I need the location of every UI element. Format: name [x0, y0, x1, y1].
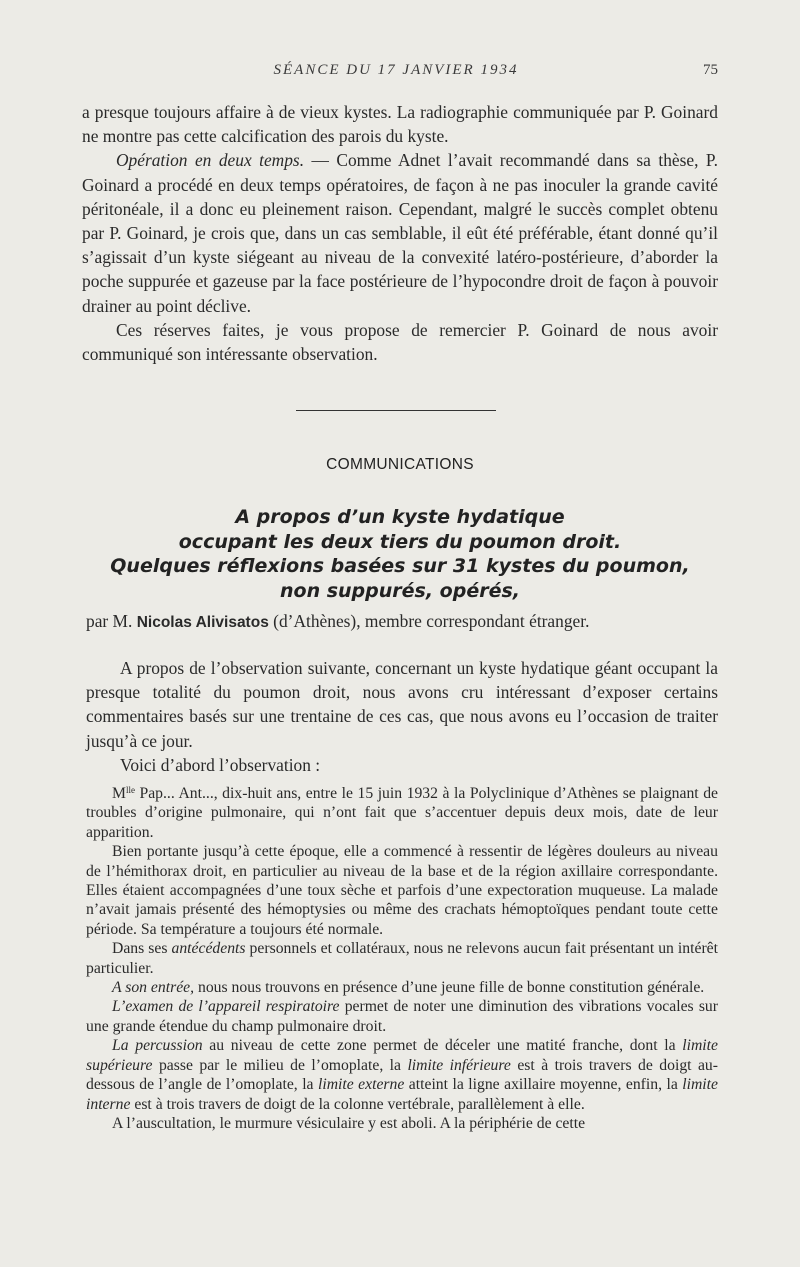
- paragraph-continuation: a presque toujours affaire à de vieux kystes. La radiographie communiquée par P. Goinard ne montre pas cette calcification des parois du kyste.: [82, 102, 718, 147]
- observation-paragraph: A l’auscultation, le murmure vésiculaire y est aboli. A la périphérie de cette: [112, 1114, 586, 1132]
- observation-paragraph: L’examen de l’appareil respiratoire permet de noter une diminution des vibrations vocales sur une grande étendue du champ pulmonaire droit.: [86, 998, 718, 1035]
- observation-paragraph: La percussion au niveau de cette zone permet de déceler une matité franche, dont la limite supérieure passe par le milieu de l’omoplate, la limite inférieure est à trois travers de doigt au-dessous de l’angle de l’omoplate, la limite externe atteint la ligne axillaire moyenne, enfin, la limite interne est à trois travers de doigt de la colonne vertébrale, parallèlement à elle.: [86, 1037, 718, 1113]
- author-affiliation: (d’Athènes), membre correspondant étranger.: [268, 611, 590, 631]
- article-title-line: occupant les deux tiers du poumon droit.: [178, 530, 622, 553]
- paragraph-operation: [82, 148, 718, 317]
- intro-paragraph-observation: Voici d’abord l’observation :: [120, 754, 321, 775]
- section-title: COMMUNICATIONS: [326, 456, 474, 473]
- section-divider: [296, 410, 496, 411]
- article-title-line: Quelques réflexions basées sur 31 kystes du poumon,: [110, 555, 690, 577]
- header-title: SÉANCE DU 17 JANVIER 1934: [273, 62, 519, 78]
- article-title: [0, 505, 800, 603]
- intro-paragraph: A propos de l’observation suivante, concernant un kyste hydatique géant occupant la presque totalité du poumon droit, nous avons cru intéressant d’exposer certains commentaires basés sur une trentaine de ces cas, que nous avons eu l’occasion de traiter jusqu’à ce jour.: [86, 658, 718, 751]
- running-header: [82, 62, 718, 84]
- intro-text-block: [86, 656, 718, 777]
- observation-block: [86, 784, 718, 1133]
- observation-paragraph: Bien portante jusqu’à cette époque, elle a commencé à ressentir de légères douleurs au niveau de l’hémithorax droit, en particulier au niveau de la base et de la région axillaire correspondante. Elles étaient accompagnées d’une toux sèche et parfois d’une expectoration muqueuse. La malade n’avait jamais présenté des hémoptysies ou même des crachats hémoptoïques pendant toute cette période. Sa température a toujours été normale.: [86, 843, 718, 938]
- observation-paragraph: $M^{lle}$ Pap... Ant..., dix-huit ans, entre le 15 juin 1932 à la Polyclinique d’Athènes se plaignant de troubles d’origine pulmonaire, qui n’ont fait que s’accentuer depuis deux mois, date de leur apparition.: [86, 785, 718, 841]
- author-name: Nicolas Alivisatos: [136, 614, 269, 631]
- observation-paragraph: Dans ses antécédents personnels et collatéraux, nous ne relevons aucun fait présentant un intérêt particulier.: [86, 940, 718, 977]
- author-prefix: par M.: [86, 611, 137, 631]
- paragraph-operation-text: — Comme Adnet l’avait recommandé dans sa thèse, P. Goinard a procédé en deux temps opératoires, de façon à ne pas inoculer la grande cavité péritonéale, il a donc eu pleinement raison. Cependant, malgré le succès complet obtenu par P. Goinard, je crois que, dans un cas semblable, il eût été préférable, étant donné qu’il s’agissait d’un kyste siégeant au niveau de la convexité latéro-postérieure, d’aborder la poche suppurée et gazeuse par la face postérieure de l’hypocondre droit de façon à pouvoir drainer au point déclive.: [82, 150, 719, 316]
- observation-paragraph: A son entrée, nous nous trouvons en présence d’une jeune fille de bonne constitution générale.: [112, 979, 705, 997]
- top-text-block: [82, 100, 718, 366]
- page-number: 75: [703, 62, 718, 78]
- article-title-line: non suppurés, opérés,: [279, 579, 520, 602]
- paragraph-operation-heading: Opération en deux temps.: [116, 150, 305, 171]
- paragraph-conclusion: Ces réserves faites, je vous propose de remercier P. Goinard de nous avoir communiqué son intéressante observation.: [82, 319, 718, 365]
- author-line: [86, 611, 718, 632]
- article-title-line: A propos d’un kyste hydatique: [235, 506, 565, 528]
